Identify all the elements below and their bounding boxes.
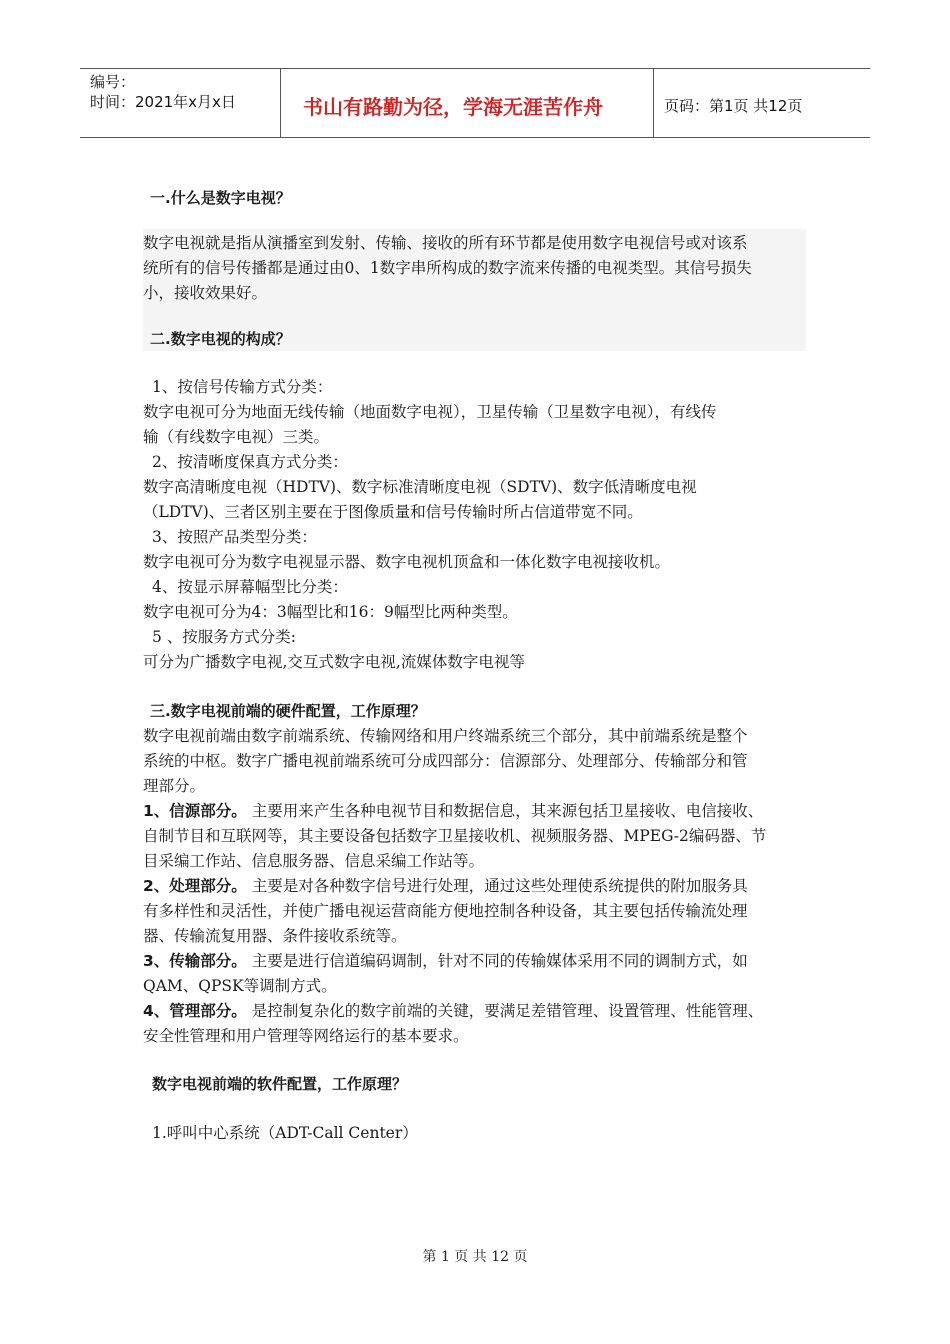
item-processing-label: 2、处理部分。	[143, 877, 247, 895]
section-2-line: 3、按照产品类型分类：	[152, 528, 317, 546]
section-2-line: 2、按清晰度保真方式分类：	[152, 453, 348, 471]
item-transmission	[143, 949, 748, 974]
section-2-line: 数字高清晰度电视（HDTV)、数字标准清晰度电视（SDTV)、数字低清晰度电视	[143, 478, 697, 496]
section-3-title: 三.数字电视前端的硬件配置，工作原理？	[150, 702, 426, 720]
header-meta-cell	[80, 69, 280, 137]
item-management	[143, 999, 763, 1024]
section-2-line: 1、按信号传输方式分类：	[152, 378, 333, 396]
document-header	[80, 68, 870, 138]
section-1-line: 小，接收效果好。	[143, 284, 268, 302]
section-4-title: 数字电视前端的软件配置，工作原理？	[152, 1075, 408, 1093]
item-management-line: 安全性管理和用户管理等网络运行的基本要求。	[143, 1027, 469, 1045]
section-3-intro-line: 理部分。	[143, 777, 206, 795]
section-2-line: 数字电视可分为地面无线传输（地面数字电视），卫星传输（卫星数字电视），有线传	[143, 403, 717, 421]
item-source-line: 自制节目和互联网等，其主要设备包括数字卫星接收机、视频服务器、MPEG-2编码器、节	[143, 827, 767, 845]
item-transmission-label: 3、传输部分。	[143, 952, 247, 970]
section-1-title: 一.什么是数字电视？	[150, 189, 291, 207]
item-processing	[143, 874, 748, 899]
number-label: 编号：	[90, 73, 136, 91]
section-3-intro-line: 系统的中枢。数字广播电视前端系统可分成四部分：信源部分、处理部分、传输部分和管	[143, 752, 748, 770]
header-page-cell	[654, 69, 870, 137]
section-2-line: 数字电视可分为数字电视显示器、数字电视机顶盒和一体化数字电视接收机。	[143, 553, 671, 571]
time-label: 时间：2021年x月x日	[90, 93, 236, 111]
section-2-line: （LDTV)、三者区别主要在于图像质量和信号传输时所占信道带宽不同。	[143, 503, 643, 521]
section-1-line: 数字电视就是指从演播室到发射、传输、接收的所有环节都是使用数字电视信号或对该系	[143, 234, 748, 252]
item-management-label: 4、管理部分。	[143, 1002, 247, 1020]
section-3-intro-line: 数字电视前端由数字前端系统、传输网络和用户终端系统三个部分，其中前端系统是整个	[143, 727, 748, 745]
item-source-text: 主要用来产生各种电视节目和数据信息，其来源包括卫星接收、电信接收、	[246, 802, 764, 820]
header-motto-cell	[280, 69, 654, 137]
item-source	[143, 799, 763, 824]
section-2-line: 数字电视可分为4：3幅型比和16：9幅型比两种类型。	[143, 603, 518, 621]
item-management-text: 是控制复杂化的数字前端的关键，要满足差错管理、设置管理、性能管理、	[246, 1002, 764, 1020]
page-footer: 第 1 页 共 12 页	[422, 1249, 528, 1265]
section-2-line: 4、按显示屏幕幅型比分类：	[152, 578, 348, 596]
item-transmission-line: QAM、QPSK等调制方式。	[143, 977, 337, 995]
item-processing-line: 有多样性和灵活性，并使广播电视运营商能方便地控制各种设备，其主要包括传输流处理	[143, 902, 748, 920]
section-1-line: 统所有的信号传播都是通过由0、1数字串所构成的数字流来传播的电视类型。其信号损失	[143, 259, 752, 277]
section-2-title: 二.数字电视的构成？	[150, 330, 291, 348]
item-transmission-text: 主要是进行信道编码调制，针对不同的传输媒体采用不同的调制方式，如	[246, 952, 748, 970]
motto: 书山有路勤为径，学海无涯苦作舟	[303, 95, 603, 119]
item-processing-line: 器、传输流复用器、条件接收系统等。	[143, 927, 407, 945]
item-source-label: 1、信源部分。	[143, 802, 247, 820]
section-2-line: 可分为广播数字电视,交互式数字电视,流媒体数字电视等	[143, 653, 525, 671]
item-processing-text: 主要是对各种数字信号进行处理，通过这些处理使系统提供的附加服务具	[246, 877, 748, 895]
page-info: 页码：第1页 共12页	[664, 97, 803, 115]
section-2-line: 输（有线数字电视）三类。	[143, 428, 330, 446]
section-2-line: 5 、按服务方式分类:	[152, 628, 297, 646]
section-4-subtitle: 1.呼叫中心系统（ADT-Call Center）	[152, 1124, 418, 1142]
item-source-line: 目采编工作站、信息服务器、信息采编工作站等。	[143, 852, 485, 870]
